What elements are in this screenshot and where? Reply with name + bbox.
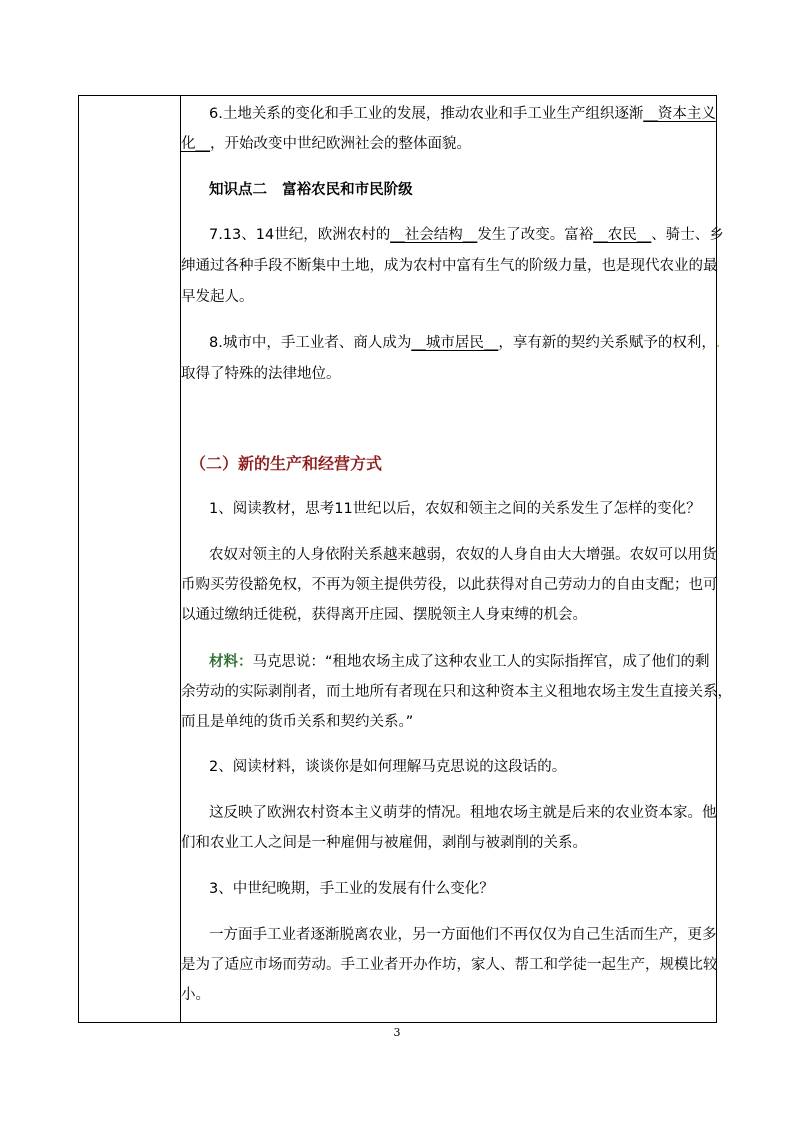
page-number: 3 [393,1026,401,1039]
material-label: 材料： [209,654,253,670]
question-2: 2、阅读材料，谈谈你是如何理解马克思说的这段话的。 [209,759,567,775]
question-3: 3、中世纪晚期，手工业的发展有什么变化？ [209,881,494,897]
item-7-line-1: 7.13、14世纪，欧洲农村的__社会结构__发生了改变。富裕__农民__、骑士、乡 [209,227,724,243]
item-7-line-3: 早发起人。 [181,289,254,305]
answer-blank: __资本主义 [643,106,716,122]
answer-1-line-2: 币购买劳役豁免权，不再为领主提供劳役，以此获得对自己劳动力的自由支配；也可 [181,577,718,593]
answer-1-line-1: 农奴对领主的人身依附关系越来越弱，农奴的人身自由大大增强。农奴可以用货 [209,547,717,563]
answer-blank: 化__ [181,136,210,152]
question-1: 1、阅读教材，思考11世纪以后，农奴和领主之间的关系发生了怎样的变化？ [209,501,701,517]
answer-blank: __农民__ [593,227,652,243]
material-line-1: 材料：马克思说：“租地农场主成了这种农业工人的实际指挥官，成了他们的剩 [209,654,710,670]
answer-3-line-3: 小。 [181,987,210,1003]
answer-blank: __城市居民__ [411,335,499,351]
answer-1-line-3: 以通过缴纳迁徙税，获得离开庄园、摆脱领主人身束缚的机会。 [181,607,587,623]
material-line-3: 而且是单纯的货币关系和契约关系。” [181,714,414,730]
item-6-line-2: 化__，开始改变中世纪欧洲社会的整体面貌。 [181,136,471,152]
answer-2-line-1: 这反映了欧洲农村资本主义萌芽的情况。租地农场主就是后来的农业资本家。他 [209,805,717,821]
item-8-line-1: 8.城市中，手工业者、商人成为__城市居民__，享有新的契约关系赋予的权利，. [209,335,721,351]
item-8-line-2: 取得了特殊的法律地位。 [181,366,341,382]
section-heading: （二）新的生产和经营方式 [190,454,383,473]
answer-3-line-1: 一方面手工业者逐渐脱离农业，另一方面他们不再仅仅为自己生活而生产，更多 [209,927,717,943]
material-line-2: 余劳动的实际剥削者，而土地所有者现在只和这种资本主义租地农场主发生直接关系， [181,684,732,700]
item-6-line-1: 6.土地关系的变化和手工业的发展，推动农业和手工业生产组织逐渐__资本主义 [209,106,716,122]
answer-blank: __社会结构__ [390,227,478,243]
item-7-line-2: 绅通过各种手段不断集中土地，成为农村中富有生气的阶级力量，也是现代农业的最 [181,258,718,274]
answer-2-line-2: 们和农业工人之间是一种雇佣与被雇佣，剥削与被剥削的关系。 [181,835,587,851]
answer-3-line-2: 是为了适应市场而劳动。手工业者开办作坊，家人、帮工和学徒一起生产，规模比较 [181,957,718,973]
knowledge-point-heading: 知识点二 富裕农民和市民阶级 [209,182,413,198]
